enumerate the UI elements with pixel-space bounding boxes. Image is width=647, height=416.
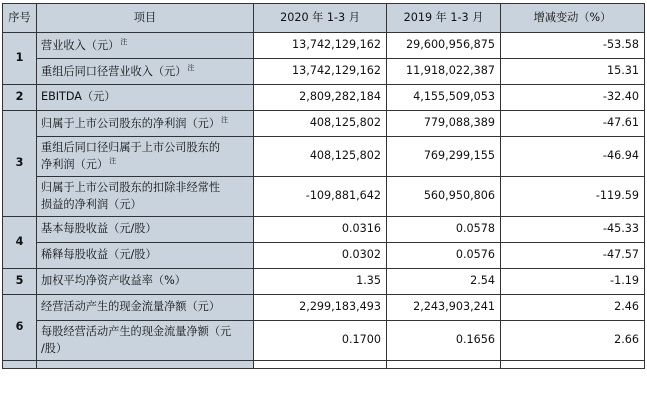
table-header-row	[3, 4, 645, 33]
header-2019: 2019 年 1-3 月	[387, 4, 501, 33]
value-2020: 13,742,129,162	[254, 59, 387, 85]
row-label: 归属于上市公司股东的净利润（元）$^注$	[37, 111, 254, 137]
value-2020: 2,299,183,493	[254, 295, 387, 321]
group-number: 4	[3, 217, 37, 269]
table-row	[3, 111, 645, 137]
group-number-empty	[3, 361, 37, 369]
value-2020: 0.0302	[254, 243, 387, 269]
table-row	[3, 59, 645, 85]
value-2019: 0.1656	[387, 321, 501, 361]
row-label: 重组后同口径归属于上市公司股东的 净利润（元）$^注$	[37, 137, 254, 177]
table-row-cutoff	[3, 361, 645, 369]
table-row	[3, 243, 645, 269]
row-label: 经营活动产生的现金流量净额（元）	[37, 295, 254, 321]
value-change: -1.19	[501, 269, 645, 295]
row-label: 营业收入（元）$^注$	[37, 33, 254, 59]
row-label-empty	[37, 361, 254, 369]
value-2020: 408,125,802	[254, 137, 387, 177]
footnote-mark: 注	[120, 37, 128, 46]
row-label: 加权平均净资产收益率（%）	[37, 269, 254, 295]
value-change: -47.61	[501, 111, 645, 137]
table-row	[3, 177, 645, 217]
value-2019: 560,950,806	[387, 177, 501, 217]
header-change: 增减变动（%）	[501, 4, 645, 33]
header-item: 项目	[37, 4, 254, 33]
value-change: 2.66	[501, 321, 645, 361]
value-empty	[387, 361, 501, 369]
table-row	[3, 269, 645, 295]
footnote-mark: 注	[187, 63, 195, 72]
group-number: 1	[3, 33, 37, 85]
value-empty	[501, 361, 645, 369]
value-change: 15.31	[501, 59, 645, 85]
table-row	[3, 321, 645, 361]
row-label: 稀释每股收益（元/股）	[37, 243, 254, 269]
table-row	[3, 85, 645, 111]
value-change: -46.94	[501, 137, 645, 177]
value-2020: -109,881,642	[254, 177, 387, 217]
footnote-mark: 注	[221, 115, 229, 124]
value-change: 2.46	[501, 295, 645, 321]
table-row	[3, 295, 645, 321]
value-2020: 0.0316	[254, 217, 387, 243]
value-2019: 769,299,155	[387, 137, 501, 177]
value-change: -119.59	[501, 177, 645, 217]
table-row	[3, 137, 645, 177]
group-number: 2	[3, 85, 37, 111]
value-2020: 0.1700	[254, 321, 387, 361]
value-2020: 408,125,802	[254, 111, 387, 137]
footnote-mark: 注	[109, 157, 117, 165]
value-2020: 13,742,129,162	[254, 33, 387, 59]
value-2020: 2,809,282,184	[254, 85, 387, 111]
row-label: 每股经营活动产生的现金流量净额（元 /股）	[37, 321, 254, 361]
value-2019: 29,600,956,875	[387, 33, 501, 59]
value-2019: 4,155,509,053	[387, 85, 501, 111]
value-2020: 1.35	[254, 269, 387, 295]
row-label: 基本每股收益（元/股）	[37, 217, 254, 243]
value-empty	[254, 361, 387, 369]
value-2019: 0.0576	[387, 243, 501, 269]
value-2019: 11,918,022,387	[387, 59, 501, 85]
header-2020: 2020 年 1-3 月	[254, 4, 387, 33]
group-number: 6	[3, 295, 37, 361]
value-2019: 0.0578	[387, 217, 501, 243]
row-label: 重组后同口径营业收入（元）$^注$	[37, 59, 254, 85]
financial-summary-table	[2, 3, 645, 369]
value-change: -47.57	[501, 243, 645, 269]
table-row	[3, 33, 645, 59]
header-seq: 序号	[3, 4, 37, 33]
group-number: 5	[3, 269, 37, 295]
row-label: 归属于上市公司股东的扣除非经常性 损益的净利润（元）	[37, 177, 254, 217]
value-2019: 2,243,903,241	[387, 295, 501, 321]
value-change: -45.33	[501, 217, 645, 243]
value-2019: 779,088,389	[387, 111, 501, 137]
group-number: 3	[3, 111, 37, 217]
table-row	[3, 217, 645, 243]
row-label: EBITDA（元）	[37, 85, 254, 111]
value-change: -53.58	[501, 33, 645, 59]
value-change: -32.40	[501, 85, 645, 111]
value-2019: 2.54	[387, 269, 501, 295]
